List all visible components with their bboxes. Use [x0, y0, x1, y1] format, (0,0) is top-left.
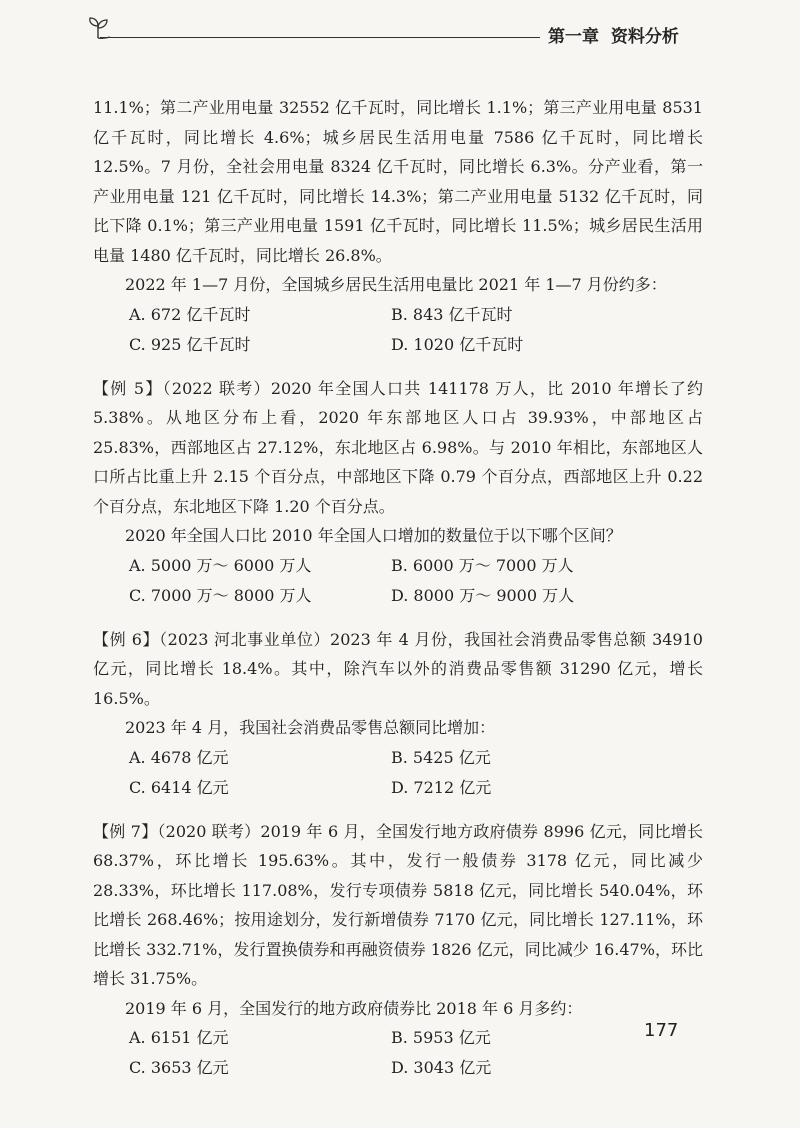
option-b: B. 5953 亿元 [391, 1028, 491, 1047]
section-title: 资料分析 [610, 27, 679, 47]
answer-options [93, 300, 703, 360]
option-a: A. 6151 亿元 [129, 1028, 229, 1047]
option-a: A. 4678 亿元 [129, 747, 229, 767]
option-b: B. 843 亿千瓦时 [391, 304, 513, 324]
example-source: （2023 河北事业单位） [159, 629, 331, 649]
example-7 [93, 817, 703, 1084]
option-b: B. 5425 亿元 [391, 747, 491, 767]
option-d: D. 3043 亿元 [391, 1058, 492, 1077]
option-a: A. 5000 万～ 6000 万人 [129, 555, 312, 575]
question-text: 2019 年 6 月，全国发行的地方政府债券比 2018 年 6 月多约： [125, 998, 583, 1018]
example-body [93, 374, 703, 522]
option-d: D. 8000 万～ 9000 万人 [391, 585, 575, 605]
example-label: 【例 7】 [93, 821, 158, 841]
example-text: 2020 年全国人口共 141178 万人，比 2010 年增长了约 5.38%。从地区分布上看，2020 年东部地区人口占 39.93%，中部地区占 25.83%，西部地区占 27.12%，东北地区占 6.98%。与 2010 年相比，东部地区人口所占比重上升 2.15 个百分点，中部地区下降 0.79 个百分点，西部地区上升 0.22 个百分点，东北地区下降 1.20 个百分点。 [93, 378, 703, 516]
example-6 [93, 625, 703, 803]
question-text: 2022 年 1—7 月份，全国城乡居民生活用电量比 2021 年 1—7 月份约多： [125, 275, 667, 294]
example-text: 2019 年 6 月，全国发行地方政府债券 8996 亿元，同比增长 68.37%，环比增长 195.63%。其中，发行一般债券 3178 亿元，同比减少 28.33%，环比增长 117.08%，发行专项债券 5818 亿元，同比增长 540.04%，环比增长 268.46%；按用途划分，发行新增债券 7170 亿元，同比增长 127.11%，环比增长 332.71%，发行置换债券和再融资债券 1826 亿元，同比减少 16.47%，环比增长 31.75%。 [93, 821, 703, 988]
example-5 [93, 374, 703, 611]
option-b: B. 6000 万～ 7000 万人 [391, 555, 574, 575]
page-number: 177 [644, 1020, 679, 1041]
option-c: C. 3653 亿元 [129, 1058, 229, 1077]
chapter-number: 第一章 [548, 27, 599, 47]
answer-options [93, 743, 703, 803]
question-text: 2020 年全国人口比 2010 年全国人口增加的数量位于以下哪个区间？ [125, 526, 622, 545]
question-text: 2023 年 4 月，我国社会消费品零售总额同比增加： [125, 718, 496, 737]
example-text: 2023 年 4 月份，我国社会消费品零售总额 34910 亿元，同比增长 18.4%。其中，除汽车以外的消费品零售额 31290 亿元，增长 16.5%。 [93, 629, 703, 708]
page-content [93, 93, 703, 1083]
example-body [93, 817, 703, 994]
example-source: （2020 联考） [157, 821, 261, 841]
option-d: D. 7212 亿元 [391, 777, 492, 797]
option-c: C. 7000 万～ 8000 万人 [129, 585, 312, 605]
option-c: C. 6414 亿元 [129, 777, 229, 797]
answer-options [93, 1023, 703, 1083]
option-d: D. 1020 亿千瓦时 [391, 334, 524, 354]
header-rule [100, 37, 540, 38]
example-label: 【例 6】 [93, 629, 160, 649]
option-a: A. 672 亿千瓦时 [129, 304, 251, 324]
continuation-text: 11.1%；第二产业用电量 32552 亿千瓦时，同比增长 1.1%；第三产业用电量 8531 亿千瓦时，同比增长 4.6%；城乡居民生活用电量 7586 亿千瓦时，同比增长 12.5%。7 月份，全社会用电量 8324 亿千瓦时，同比增长 6.3%。分产业看，第一产业用电量 121 亿千瓦时，同比增长 14.3%；第二产业用电量 5132 亿千瓦时，同比下降 0.1%；第三产业用电量 1591 亿千瓦时，同比增长 11.5%；城乡居民生活用电量 1480 亿千瓦时，同比增长 26.8%。 [93, 98, 703, 265]
option-c: C. 925 亿千瓦时 [129, 334, 251, 354]
answer-options [93, 551, 703, 611]
example-source: （2022 联考） [162, 378, 271, 398]
example-label: 【例 5】 [93, 378, 163, 398]
example-body [93, 625, 703, 714]
chapter-title [548, 22, 679, 47]
page-header [0, 0, 800, 60]
